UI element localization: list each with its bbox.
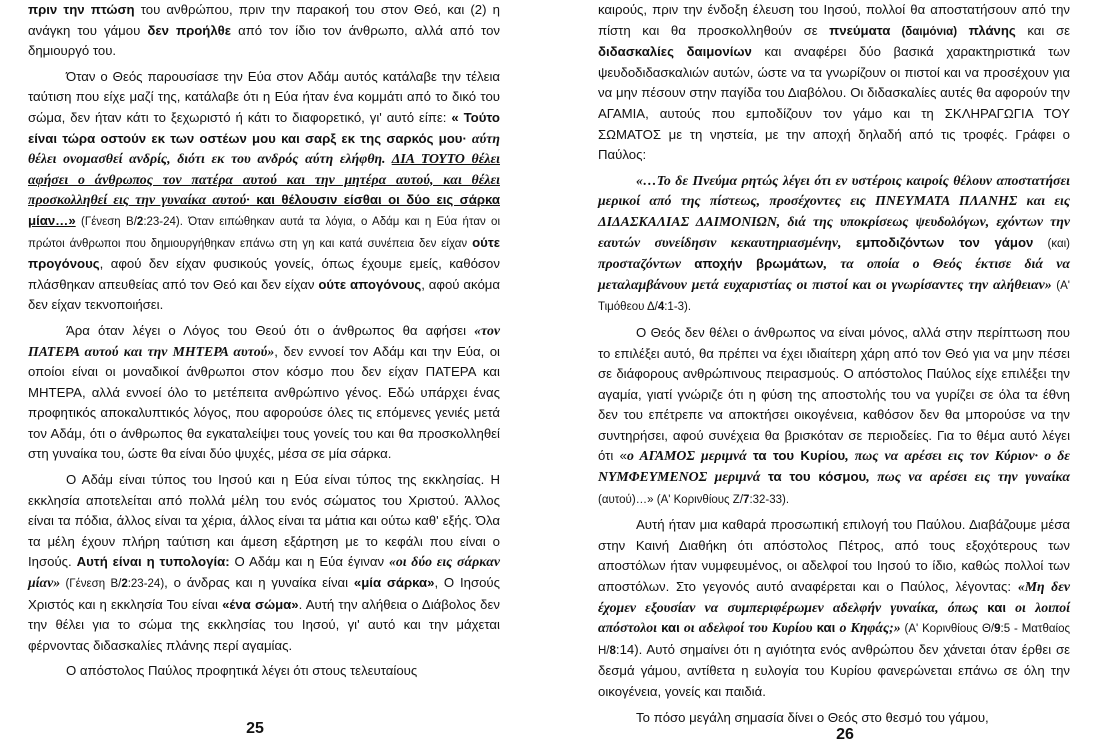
right-page-number: 26 [836, 726, 854, 743]
right-page [598, 0, 1070, 733]
right-paragraph-3: Αυτή ήταν μια καθαρά προσωπική επιλογή του Παύλου. Διαβάζουμε μέσα στην Καινή Διαθήκη ότι απόστολος Πέτρος, από τους εξοχότερους των αποστόλων ήταν νυμφευμένος, οι αδελφοί του Ιησού το ίδιο, καθώς πολλοί των αποστόλων. Στο γεγονός αυτό αναφέρεται και ο Παύλος, λέγοντας: «Μη δεν έχομεν εξουσίαν να συμπεριφέρωμεν αδελφήν γυναίκα, όπως και οι λοιποί απόστολοι και οι αδελφοί του Κυρίου και ο Κηφάς;» (Α' Κορινθίους Θ/9:5 - Ματθαίος Η/8:14). Αυτό σημαίνει ότι η αγιότητα ενός ανθρώπου δεν χάνεται όταν έρθει σε δεσμά γάμου, αντίθετα η ευλογία του Κυρίου φανερώνεται επάνω σε όλη την οικογένεια, γονείς και παιδιά. [598, 517, 1071, 699]
left-paragraph-5: Ο απόστολος Παύλος προφητικά λέγει ότι στους τελευταίους [66, 663, 418, 679]
left-page-number: 25 [246, 720, 264, 737]
right-paragraph-2: Ο Θεός δεν θέλει ο άνθρωπος να είναι μόνος, αλλά στην περίπτωση που το επιλέξει αυτό, θα πρέπει να έχει ιδιαίτερη χάρη από τον Θεό για να μην πέσει σε διάφορους ανθρώπινους πειρασμούς. Ο απόστολος Παύλος είχε επιλέξει την αγαμία, γιατί γνώριζε ότι η φύση της αποστολής του να γυρίζει σε όλα τα έθνη δεν του επέτρεπε να αποκτήσει οικογένεια, καθόσον δεν θα μπορούσε να την συντηρήσει, αφού συνέχεια θα βρισκόταν σε περιοδείες. Για το θέμα αυτό λέγει ότι «ο ΑΓΑΜΟΣ μεριμνά τα του Κυρίου, πως να αρέσει εις τον Κύριον· ο δε ΝΥΜΦΕΥΜΕΝΟΣ μεριμνά τα του κόσμου, πως να αρέσει εις την γυναίκα (αυτού)…» (Α' Κορινθίους Ζ/7:32-33). [598, 324, 1070, 506]
left-page [28, 0, 500, 687]
left-paragraph-2: Όταν ο Θεός παρουσίασε την Εύα στον Αδάμ αυτός κατάλαβε την τέλεια ταύτιση που είχε μαζί της, κατάλαβε ότι η Εύα ήταν ένα κομμάτι από το δικό του σώμα, δεν ήταν κάτι το ξεχωριστό ή κάτι το διαφορετικό, γι' αυτό είπε: « Τούτο είναι τώρα οστούν εκ των οστέων μου και σαρξ εκ της σαρκός μου· αύτη θέλει ονομασθεί ανδρίς, διότι εκ του ανδρός αύτη ελήφθη. ΔΙΑ ΤΟΥΤΟ θέλει αφήσει ο άνθρωπος τον πατέρα αυτού και την μητέρα αυτού, και θέλει προσκολληθεί εις την γυναίκα αυτού· και θέλουσιν είσθαι οι δύο εις σάρκα μίαν…» (Γένεση Β/2:23-24). Όταν ειπώθηκαν αυτά τα λόγια, ο Αδάμ και η Εύα ήταν οι πρώτοι άνθρωποι που δημιουργήθηκαν επάνω στη γη και κατά συνέπεια δεν είχαν ούτε προγόνους, αφού δεν είχαν φυσικούς γονείς, όπως έχουμε εμείς, καθόσον πλάσθηκαν απευθείας από τον Θεό και δεν είχαν ούτε απογόνους, αφού ακόμα δεν είχαν τεκνοποιήσει. [28, 68, 500, 313]
right-paragraph-1: καιρούς, πριν την ένδοξη έλευση του Ιησού, πολλοί θα αποστατήσουν από την πίστη και θα προσκολληθούν σε πνεύματα (δαιμόνια) πλάνης και σε διδασκαλίες δαιμονίων και αναφέρει δύο βασικά χαρακτηριστικά των ψευδοδιδασκαλιών αυτών, ώστε να τα γνωρίζουν οι πιστοί και να προσέχουν για να μην πέσουν στην παγίδα του Διαβόλου. Οι διδασκαλίες αυτές θα αφορούν την ΑΓΑΜΙΑ, αυτούς που εμποδίζουν τον γάμο και τη ΣΚΛΗΡΑΓΩΓΙΑ ΤΟΥ ΣΩΜΑΤΟΣ με τη νηστεία, με την αποχή δηλαδή από τις τροφές. Γράφει ο Παύλος: [598, 2, 1070, 163]
left-paragraph-4: Ο Αδάμ είναι τύπος του Ιησού και η Εύα είναι τύπος της εκκλησίας. Η εκκλησία αποτελείται από πολλά μέλη του ενός σώματος του Χριστού. Άλλος είναι τα πόδια, άλλος είναι τα χέρια, άλλος είναι τα μάτια και ούτω καθ' εξής. Όλα τα μέλη έχουν πλήρη ταύτιση και άμεση εξάρτηση με το κεφάλι που είναι ο Ιησούς. Αυτή είναι η τυπολογία: Ο Αδάμ και η Εύα έγιναν «οι δύο εις σάρκαν μίαν» (Γένεση Β/2:23-24), ο άνδρας και η γυναίκα είναι «μία σάρκα», Ο Ιησούς Χριστός και η εκκλησία Του είναι «ένα σώμα». Αυτή την αλήθεια ο Διάβολος δεν την θέλει για το σώμα της εκκλησίας του Ιησού, γι' αυτό και την μάχεται φέρνοντας διδασκαλίες πλάνης περί αγαμίας. [28, 472, 500, 653]
right-paragraph-4: Το πόσο μεγάλη σημασία δίνει ο Θεός στο θεσμό του γάμου, [636, 709, 989, 725]
left-paragraph-1: πριν την πτώση του ανθρώπου, πριν την παρακοή του στον Θεό, και (2) η ανάγκη του γάμου δεν προήλθε από τον ίδιο τον άνθρωπο, αλλά από τον δημιουργό του. [28, 2, 501, 59]
right-quote-timothy: «…Το δε Πνεύμα ρητώς λέγει ότι εν υστέροις καιροίς θέλουν αποστατήσει μερικοί από της πίστεως, προσέχοντες εις ΠΝΕΥΜΑΤΑ ΠΛΑΝΗΣ και εις ΔΙΔΑΣΚΑΛΙΑΣ ΔΑΙΜΟΝΙΩΝ, διά της υποκρίσεως ψευδολόγων, εχόντων την εαυτών συνείδησιν κεκαυτηριασμένην, εμποδιζόντων τον γάμον (και) προσταζόντων αποχήν βρωμάτων, τα οποία ο Θεός έκτισε διά να μεταλαμβάνουν μετά ευχαριστίας οι πιστοί και οι γνωρίσαντες την αλήθειαν» (Α' Τιμόθεου Δ/4:1-3). [598, 172, 1071, 314]
left-paragraph-3: Άρα όταν λέγει ο Λόγος του Θεού ότι ο άνθρωπος θα αφήσει «τον ΠΑΤΕΡΑ αυτού και την ΜΗΤΕΡΑ αυτού», δεν εννοεί τον Αδάμ και την Εύα, οι οποίοι είναι οι μοναδικοί άνθρωποι στον κόσμο που δεν είχαν ΠΑΤΕΡΑ και ΜΗΤΕΡΑ, αλλά εννοεί όλο το μετέπειτα ανθρώπινο γένος. Εδώ υπάρχει ένας προφητικός αποκαλυπτικός λόγος, που αφορούσε όλες τις επόμενες γενιές μετά τον Αδάμ, ότι ο άνθρωπος θα εγκαταλείψει τους γονείς του και θα προσκολληθεί στη γυναίκα του, ώστε θα είναι δύο ψυχές, μέσα σε μία σάρκα. [28, 322, 500, 462]
